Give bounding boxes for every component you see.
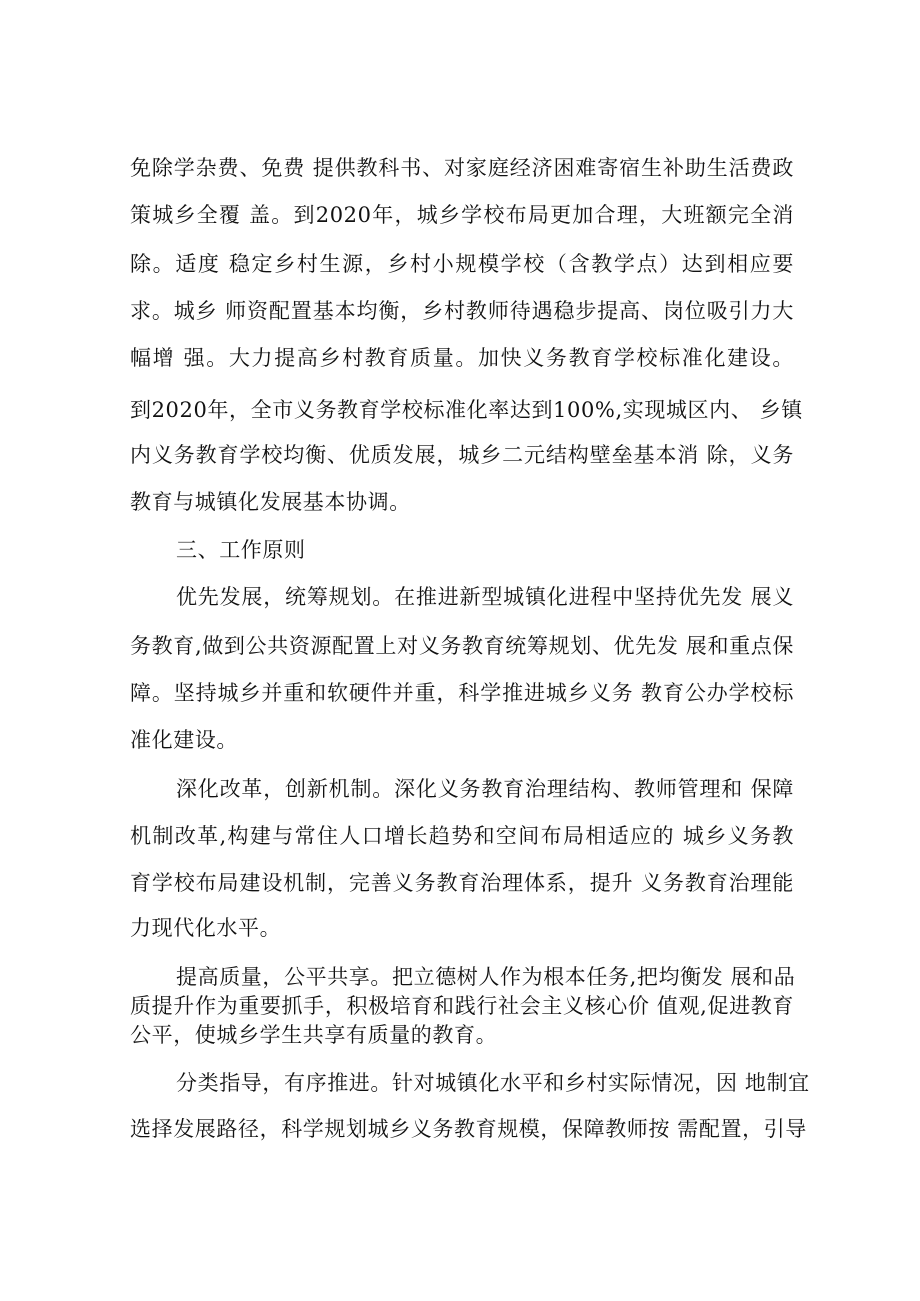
text-line: 公平，使城乡学生共享有质量的教育。	[130, 1023, 498, 1047]
text-line: 障。坚持城乡并重和软硬件并重，科学推进城乡义务 教育公办学校标	[130, 681, 794, 705]
text-line: 育学校布局建设机制，完善义务教育治理体系，提升 义务教育治理能	[130, 871, 794, 895]
text-line: 免除学杂费、免费 提供教科书、对家庭经济困难寄宿生补助生活费政	[130, 156, 794, 180]
text-line: 除。适度 稳定乡村生源，乡村小规模学校（含教学点）达到相应要	[130, 252, 794, 276]
section-heading: 三、工作原则	[176, 538, 306, 562]
text-line: 力现代化水平。	[130, 916, 282, 940]
text-line: 准化建设。	[130, 728, 238, 752]
text-line: 幅增 强。大力提高乡村教育质量。加快义务教育学校标准化建设。	[130, 346, 794, 370]
text-line: 求。城乡 师资配置基本均衡，乡村教师待遇稳步提高、岗位吸引力大	[130, 299, 794, 323]
text-line: 选择发展路径，科学规划城乡义务教育规模，保障教师按 需配置，引导	[130, 1117, 807, 1141]
text-line: 到2020年，全市义务教育学校标准化率达到100%,实现城区内、 乡镇	[130, 398, 803, 422]
paragraph-first-line: 深化改革，创新机制。深化义务教育治理结构、教师管理和 保障	[176, 777, 794, 801]
text-line: 机制改革,构建与常住人口增长趋势和空间布局相适应的 城乡义务教	[130, 824, 794, 848]
text-line: 策城乡全覆 盖。到2020年，城乡学校布局更加合理，大班额完全消	[130, 203, 794, 227]
paragraph-first-line: 优先发展，统筹规划。在推进新型城镇化进程中坚持优先发 展义	[176, 585, 794, 609]
text-line: 务教育,做到公共资源配置上对义务教育统筹规划、优先发 展和重点保	[130, 634, 794, 658]
text-line: 质提升作为重要抓手，积极培育和践行社会主义核心价 值观,促进教育	[130, 994, 794, 1018]
paragraph-first-line: 提高质量，公平共享。把立德树人作为根本任务,把均衡发 展和品	[176, 965, 796, 989]
text-line: 内义务教育学校均衡、优质发展，城乡二元结构壁垒基本消 除，义务	[130, 443, 794, 467]
paragraph-first-line: 分类指导，有序推进。针对城镇化水平和乡村实际情况，因 地制宜	[176, 1071, 810, 1095]
text-line: 教育与城镇化发展基本协调。	[130, 490, 411, 514]
